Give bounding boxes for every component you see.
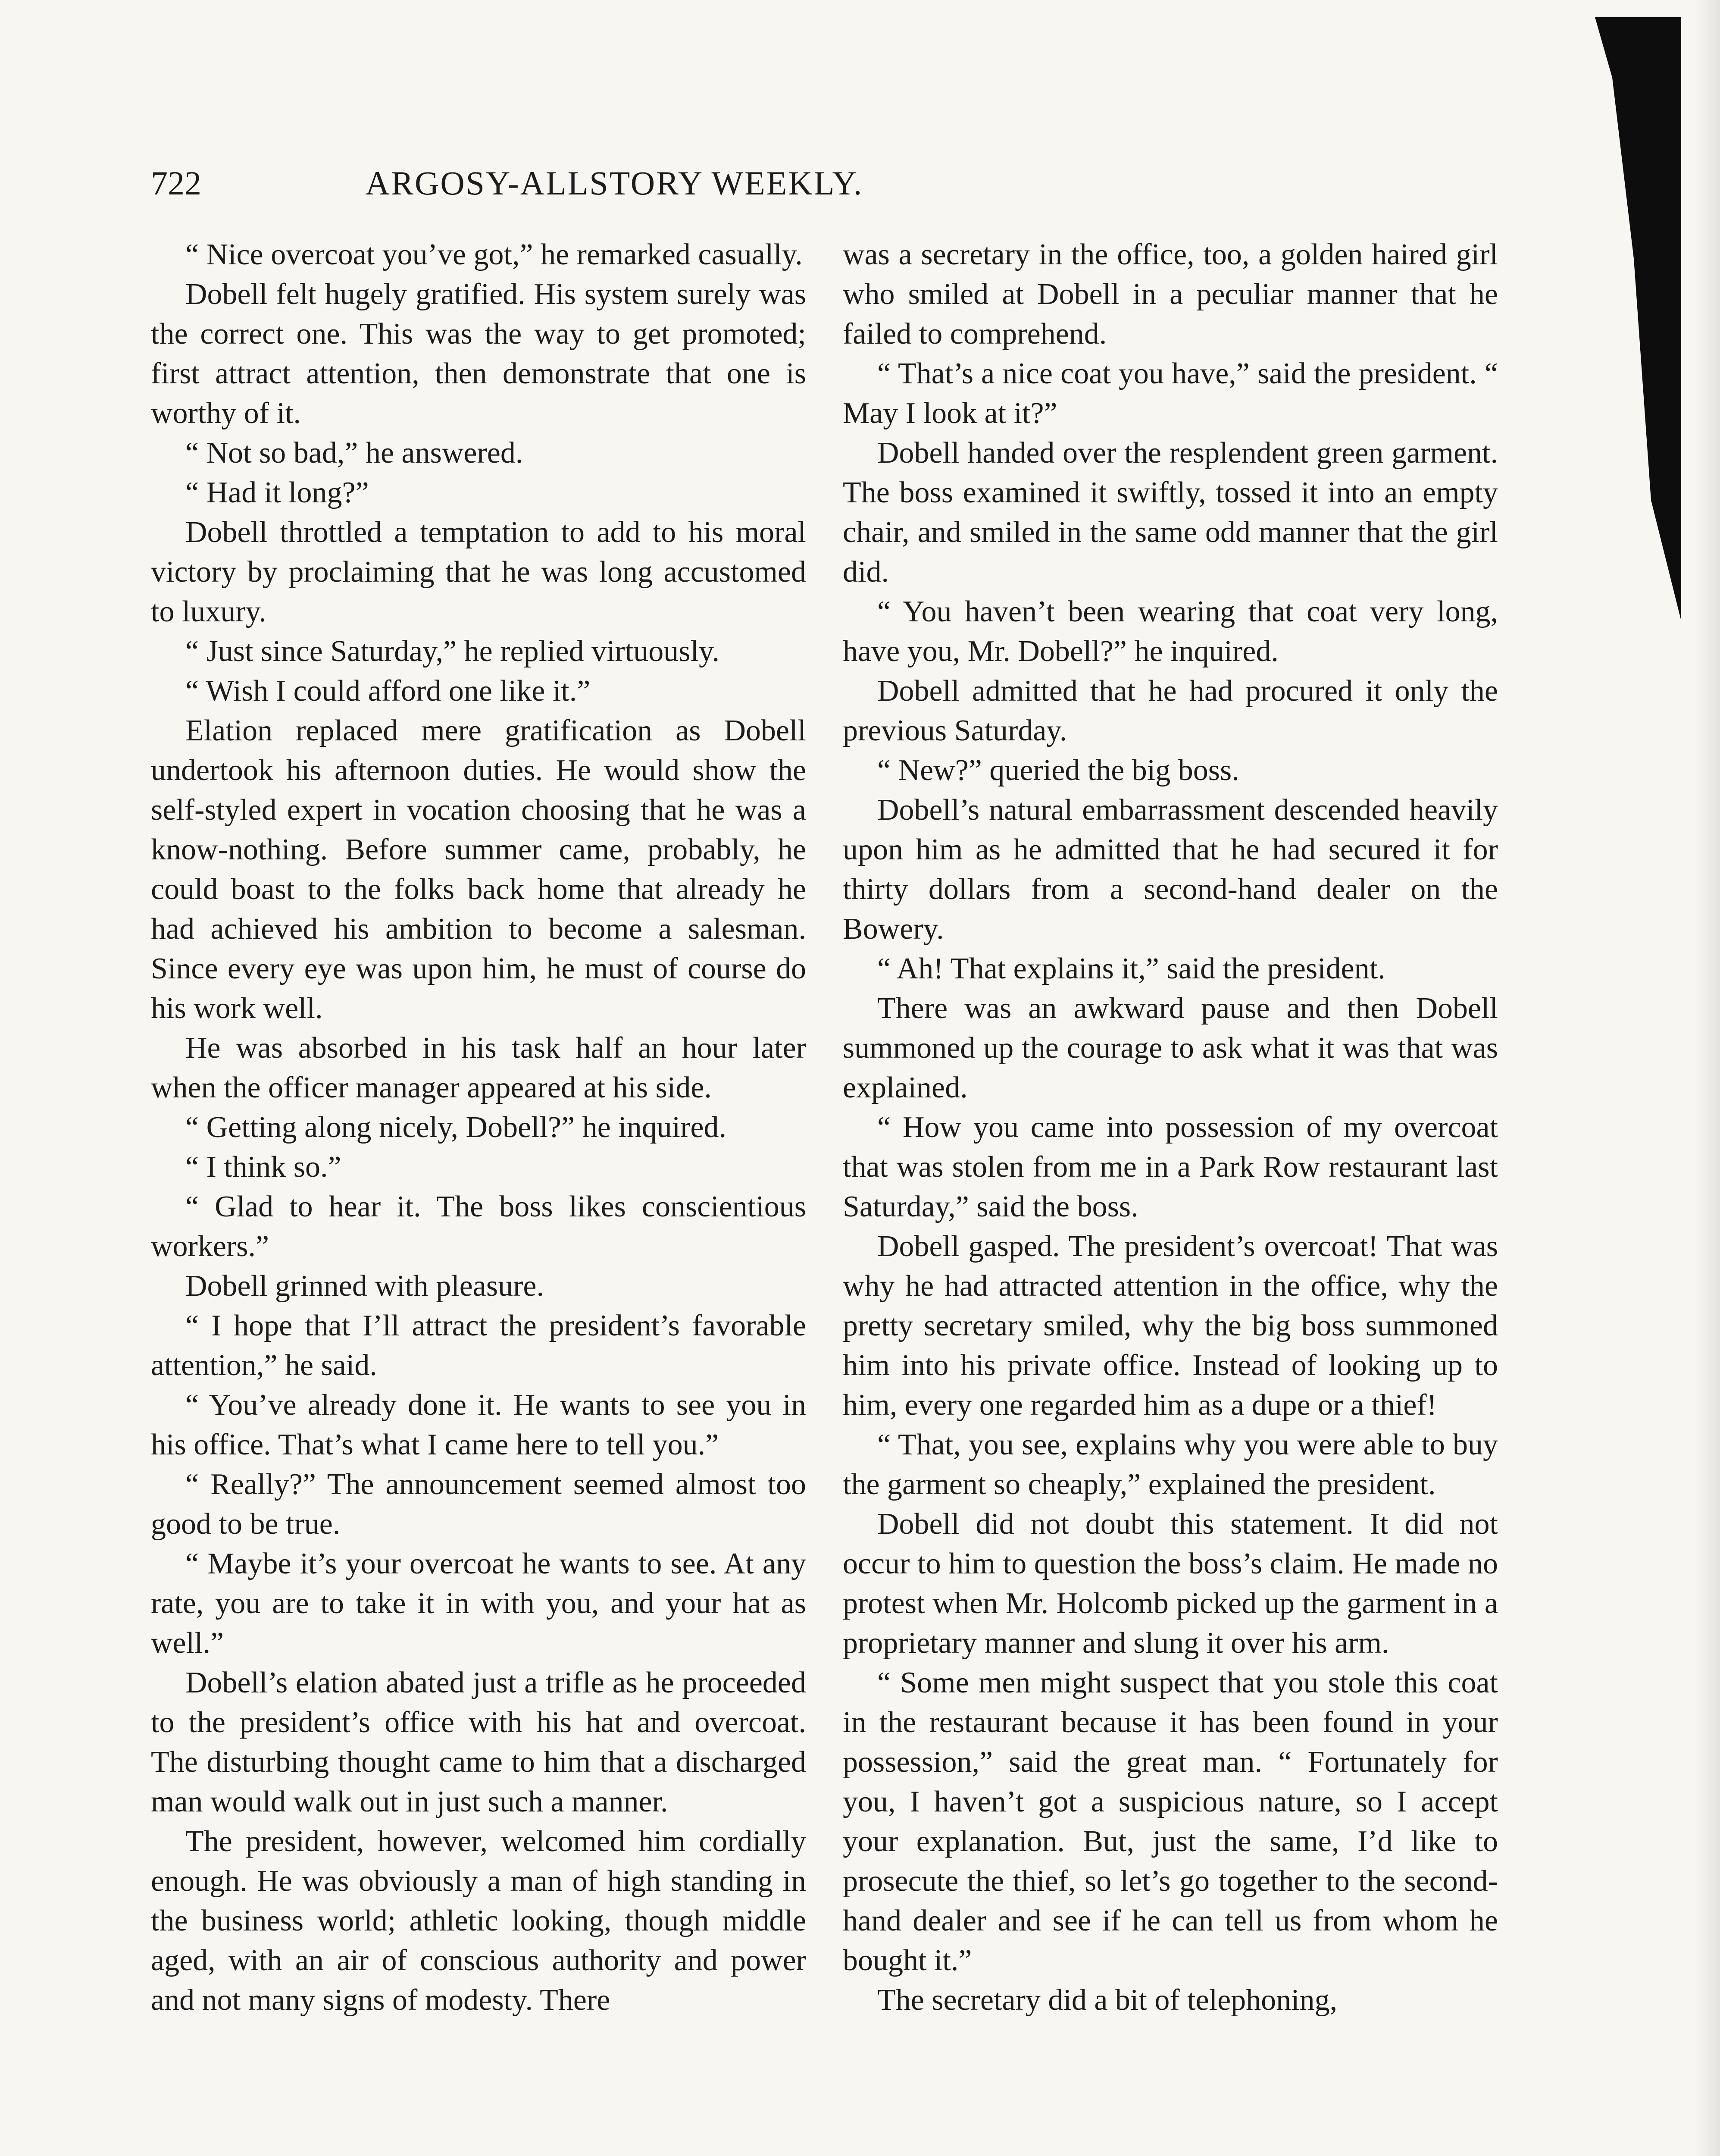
paragraph: “ Wish I could afford one like it.”	[185, 674, 591, 708]
paragraph: “ Maybe it’s your overcoat he wants to see. At any rate, you are to take it in with you, and your hat as well.”	[151, 1547, 806, 1660]
paragraph: “ Ah! That explains it,” said the president.	[877, 952, 1385, 985]
paragraph: Dobell gasped. The president’s overcoat! That was why he had attracted attention in the office, why the pretty secretary smiled, why the big boss summoned him into his private office. Instead of looking up to him, every one regarded him as a dupe or a thief!	[843, 1230, 1498, 1422]
page-header	[151, 164, 1078, 211]
page-edge-shadow	[1694, 0, 1720, 2156]
paragraph: Dobell did not doubt this statement. It did not occur to him to question the boss’s claim. He made no protest when Mr. Holcomb picked up the garment in a proprietary manner and slung it over his arm.	[843, 1507, 1498, 1660]
paragraph: “ You’ve already done it. He wants to see you in his office. That’s what I came here to tell you.”	[151, 1388, 806, 1461]
paragraph: There was an awkward pause and then Dobell summoned up the courage to ask what it was that was explained.	[843, 992, 1498, 1104]
paragraph: “ I think so.”	[185, 1150, 341, 1184]
paragraph: Dobell grinned with pleasure.	[185, 1269, 544, 1303]
paragraph: “ Not so bad,” he answered.	[185, 436, 523, 470]
paragraph: “ Had it long?”	[185, 476, 369, 509]
paragraph: “ That, you see, explains why you were able to buy the garment so cheaply,” explained the president.	[843, 1428, 1498, 1501]
paragraph: was a secretary in the office, too, a golden haired girl who smiled at Dobell in a peculiar manner that he failed to comprehend.	[843, 238, 1498, 351]
paragraph: “ How you came into possession of my overcoat that was stolen from me in a Park Row restaurant last Saturday,” said the boss.	[843, 1111, 1498, 1223]
page-number: 722	[151, 164, 201, 202]
paragraph: “ Some men might suspect that you stole this coat in the restaurant because it has been found in your possession,” said the great man. “ Fortunately for you, I haven’t got a suspicious nature, so I accept your explanation. But, just the same, I’d like to prosecute the thief, so let’s go together to the second-hand dealer and see if he can tell us from whom he bought it.”	[843, 1666, 1498, 1977]
paragraph: He was absorbed in his task half an hour later when the officer manager appeared at his side.	[151, 1031, 806, 1104]
paragraph: Dobell felt hugely gratified. His system surely was the correct one. This was the way to get promoted; first attract attention, then demonstrate that one is worthy of it.	[151, 278, 806, 430]
paragraph: “ New?” queried the big boss.	[877, 754, 1239, 787]
paragraph: The president, however, welcomed him cordially enough. He was obviously a man of high standing in the business world; athletic looking, though middle aged, with an air of conscious authority and power and not many signs of modesty. There	[151, 1825, 806, 2017]
paragraph: “ I hope that I’ll attract the president’s favorable attention,” he said.	[151, 1309, 806, 1382]
paragraph: “ Just since Saturday,” he replied virtuously.	[185, 635, 719, 668]
left-text-column	[151, 235, 806, 2020]
paragraph: Dobell’s elation abated just a trifle as he proceeded to the president’s office with his hat and overcoat. The disturbing thought came to him that a discharged man would walk out in just such a manner.	[151, 1666, 806, 1818]
paragraph: Dobell admitted that he had procured it only the previous Saturday.	[843, 674, 1498, 747]
paragraph: The secretary did a bit of telephoning,	[877, 1984, 1338, 2017]
paragraph: Dobell handed over the resplendent green garment. The boss examined it swiftly, tossed it into an empty chair, and smiled in the same odd manner that the girl did.	[843, 436, 1498, 589]
paragraph: “ You haven’t been wearing that coat very long, have you, Mr. Dobell?” he inquired.	[843, 595, 1498, 668]
paragraph: Dobell’s natural embarrassment descended heavily upon him as he admitted that he had secured it for thirty dollars from a second-hand dealer on the Bowery.	[843, 793, 1498, 946]
paragraph: Dobell throttled a temptation to add to his moral victory by proclaiming that he was long accustomed to luxury.	[151, 516, 806, 628]
paragraph: “ That’s a nice coat you have,” said the president. “ May I look at it?”	[843, 357, 1498, 430]
binding-shadow	[1595, 17, 1681, 621]
paragraph: “ Getting along nicely, Dobell?” he inquired.	[185, 1111, 727, 1144]
paragraph: “ Nice overcoat you’ve got,” he remarked casually.	[185, 238, 803, 271]
paragraph: Elation replaced mere gratification as Dobell undertook his afternoon duties. He would show the self-styled expert in vocation choosing that he was a know-nothing. Before summer came, probably, he could boast to the folks back home that already he had achieved his ambition to become a salesman. Since every eye was upon him, he must of course do his work well.	[151, 714, 806, 1025]
paragraph: “ Glad to hear it. The boss likes conscientious workers.”	[151, 1190, 806, 1263]
paragraph: “ Really?” The announcement seemed almost too good to be true.	[151, 1468, 806, 1541]
right-text-column	[843, 235, 1498, 2020]
running-title: ARGOSY-ALLSTORY WEEKLY.	[365, 164, 863, 202]
